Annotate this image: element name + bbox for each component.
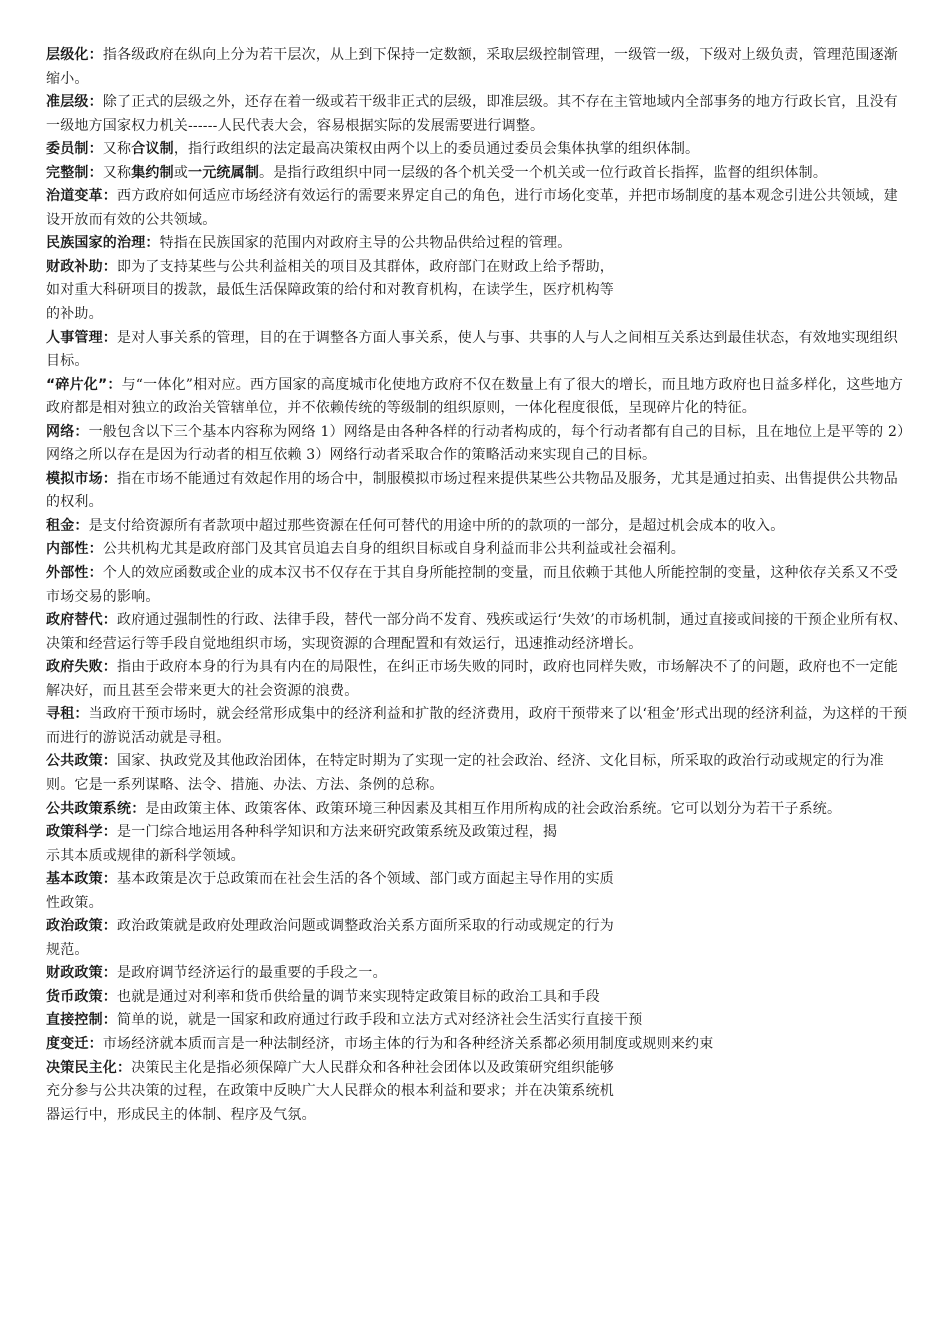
term: 直接控制： [46,1012,117,1029]
entry-waibuxing [46,562,908,609]
definition: 市场经济就本质而言是一种法制经济，市场主体的行为和各种经济关系都必须用制度或规则来约束 [102,1035,714,1052]
term: 网络： [46,423,89,440]
definition: 指各级政府在纵向上分为若干层次，从上到下保持一定数额，采取层级控制管理，一级管一级，下级对上级负责，管理范围逐渐缩小。 [46,47,899,87]
term: 完整制： [46,164,103,181]
definition-line: 政治政策就是政府处理政治问题或调整政治关系方面所采取的行动或规定的行为 [117,918,614,935]
entry-renshiguanli [46,327,908,374]
definition-line: 性政策。 [46,894,103,911]
definition: 政府通过强制性的行政、法律手段，替代一部分尚不发育、残疾或运行‘失效’的市场机制，通过直接或间接的干预企业所有权、决策和经营运行等手段自觉地组织市场，实现资源的合理配置和有效运行，迅速推动经济增长。 [46,612,908,652]
term: 外部性： [46,565,103,582]
term: 财政政策： [46,965,117,982]
term: 模拟市场： [46,470,117,487]
entry-wanzhengzhi [46,162,908,186]
definition-prefix: 又称 [102,164,132,181]
definition-line: 规范。 [46,941,89,958]
term: 政策科学： [46,824,117,841]
definition: 指在市场不能通过有效起作用的场合中，制服模拟市场过程来提供某些公共物品及服务，尤其是通过拍卖、出售提供公共物品的权利。 [46,470,898,511]
term: 租金： [46,517,89,534]
definition-line: 示其本质或规律的新科学领域。 [46,847,245,864]
definition-line: 器运行中，形成民主的体制、程序及气氛。 [46,1106,316,1123]
definition: ，指行政组织的法定最高决策权由两个以上的委员通过委员会集体执掌的组织体制。 [173,141,700,158]
definition: 一般包含以下三个基本内容称为网络 1）网络是由各种各样的行动者构成的，每个行动者都有自己的目标，且在地位上是平等的 2）网络之所以存在是因为行动者的相互依赖 3）网络行动者采取合作的策略活动来实现自己的目标。 [46,423,905,464]
definition-line: 基本政策是次于总政策而在社会生活的各个领域、部门或方面起主导作用的实质 [117,871,614,888]
definition: 当政府干预市场时，就会经常形成集中的经济利益和扩散的经济费用，政府干预带来了以‘租金’形式出现的经济利益，为这样的干预而进行的游说活动就是寻租。 [46,706,908,746]
entry-huobizhengce [46,986,908,1010]
term: 寻租： [46,706,89,723]
entry-zhengfutidai [46,609,908,656]
term: 决策民主化： [46,1059,132,1076]
term: 政府替代： [46,612,117,629]
definition: 除了正式的层级之外，还存在着一级或若干级非正式的层级，即准层级。其不存在主管地域内全部事务的地方行政长官，且没有一级地方国家权力机关------人民代表大会，容易根据实际的发展需要进行调整。 [46,94,899,134]
definition: 特指在民族国家的范围内对政府主导的公共物品供给过程的管理。 [159,235,572,252]
term: 财政补助： [46,258,117,275]
term: “碎片化”： [46,376,122,393]
definition: 。是指行政组织中同一层级的各个机关受一个机关或一位行政首长指挥，监督的组织体制。 [259,164,828,181]
entry-minzuguojia [46,232,908,256]
definition-line: 即为了支持某些与公共利益相关的项目及其群体，政府部门在财政上给予帮助， [117,258,614,275]
term: 治道变革： [46,188,117,205]
entry-gonggongzhengcexitong [46,798,908,822]
bold-term: 集约制 [131,164,174,181]
entry-zujin [46,515,908,539]
term: 准层级： [46,94,103,111]
definition-prefix: 又称 [102,141,132,158]
entry-cengjihua [46,44,908,91]
definition: 是政府调节经济运行的最重要的手段之一。 [117,965,387,982]
term: 民族国家的治理： [46,235,160,252]
definition: 公共机构尤其是政府部门及其官员追去自身的组织目标或自身利益而非公共利益或社会福利。 [102,541,686,558]
entry-weiyuanzhi [46,138,908,162]
entry-juecheminzhuhua [46,1057,908,1128]
entry-monishichang [46,468,908,515]
entry-zhengzhizhengce [46,915,908,962]
entry-gonggongzhengce [46,750,908,797]
definition-line: 的补助。 [46,306,103,323]
entry-caizhengzhengce [46,962,908,986]
bold-term: 合议制 [131,141,174,158]
term: 层级化： [46,47,103,63]
entry-zhuncengji [46,91,908,138]
entry-neibuxing [46,538,908,562]
term: 公共政策： [46,753,117,770]
definition-mid: 或 [173,164,189,181]
entry-zhijiekongzhi [46,1009,908,1033]
definition-line: 决策民主化是指必须保障广大人民群众和各种社会团体以及政策研究组织能够 [131,1059,615,1076]
entry-dubianqian [46,1033,908,1057]
entry-zhengcekexue [46,821,908,868]
bold-term: 一元统属制 [188,164,260,181]
definition: 国家、执政党及其他政治团体，在特定时期为了实现一定的社会政治、经济、文化目标，所采取的政治行动或规定的行为准则。它是一系列谋略、法令、措施、办法、方法、条例的总称。 [46,753,884,793]
term: 政治政策： [46,918,117,935]
definition: 简单的说，就是一国家和政府通过行政手段和立法方式对经济社会生活实行直接干预 [117,1012,643,1029]
entry-xunzu [46,703,908,750]
definition: 是支付给资源所有者款项中超过那些资源在任何可替代的用途中所的的款项的一部分，是超过机会成本的收入。 [88,517,785,534]
definition: 西方政府如何适应市场经济有效运行的需要来界定自己的角色，进行市场化变革，并把市场制度的基本观念引进公共领域，建设开放而有效的公共领域。 [46,188,898,228]
definition: 是对人事关系的管理，目的在于调整各方面人事关系，使人与事、共事的人与人之间相互关系达到最佳状态，有效地实现组织目标。 [46,329,898,370]
entry-zhidaobiange [46,185,908,232]
term: 委员制： [46,141,103,158]
entry-caizhengbuzhu [46,256,908,327]
term: 基本政策： [46,871,117,888]
entry-jibenzhengce [46,868,908,915]
entry-zhengfushibai [46,656,908,703]
definition: 是由政策主体、政策客体、政策环境三种因素及其相互作用所构成的社会政治系统。它可以划分为若干子系统。 [145,800,842,817]
definition: 指由于政府本身的行为具有内在的局限性，在纠正市场失败的同时，政府也同样失败，市场解决不了的问题，政府也不一定能解决好，而且甚至会带来更大的社会资源的浪费。 [46,659,898,699]
term: 货币政策： [46,988,117,1005]
definition-line: 是一门综合地运用各种科学知识和方法来研究政策系统及政策过程，揭 [117,824,558,841]
term: 公共政策系统： [46,800,146,817]
term: 政府失败： [46,659,117,676]
definition-line: 如对重大科研项目的拨款，最低生活保障政策的给付和对教育机构，在读学生，医疗机构等 [46,282,614,299]
term: 度变迁： [46,1035,103,1052]
definition-line: 充分参与公共决策的过程，在政策中反映广大人民群众的根本利益和要求；并在决策系统机 [46,1083,614,1100]
definition: 与“一体化”相对应。西方国家的高度城市化使地方政府不仅在数量上有了很大的增长，而且地方政府也日益多样化，这些地方政府都是相对独立的政治关管辖单位，并不依赖传统的等级制的组织原则，一体化程度很低，呈现碎片化的特征。 [46,376,904,417]
definition: 个人的效应函数或企业的成本汉书不仅存在于其自身所能控制的变量，而且依赖于其他人所能控制的变量，这种依存关系又不受市场交易的影响。 [46,565,899,605]
entry-wangluo [46,421,908,468]
term: 内部性： [46,541,103,558]
term: 人事管理： [46,329,117,346]
entry-suipianhua [46,374,908,421]
definition: 也就是通过对利率和货币供给量的调节来实现特定政策目标的政治工具和手段 [117,988,600,1005]
